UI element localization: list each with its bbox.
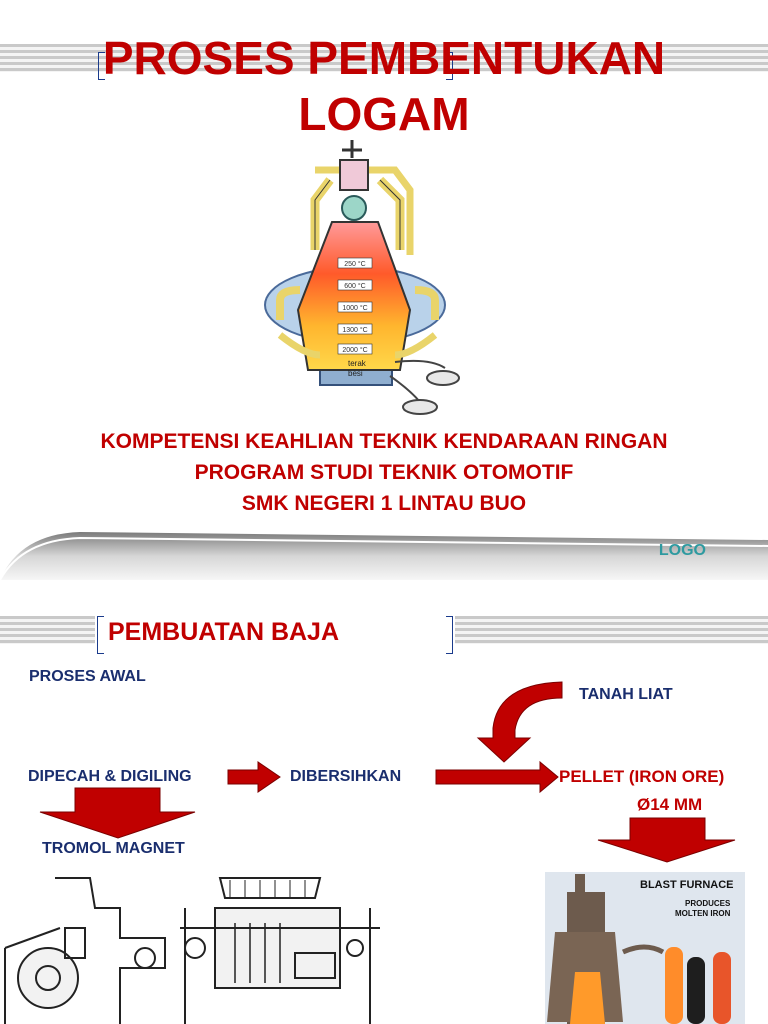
arrow-down-left <box>40 788 195 838</box>
blast-furnace-image <box>545 872 745 1024</box>
arrow-down-right <box>598 818 735 862</box>
produces-label-1: PRODUCES <box>685 899 731 908</box>
arrow-curve-tanah-liat <box>478 682 562 762</box>
subtitle-line-2: PROGRAM STUDI TEKNIK OTOMOTIF <box>194 461 574 484</box>
furnace-temp-4: 1300 °C <box>342 327 368 334</box>
arrow-right-1 <box>228 762 280 792</box>
label-tanah-liat: TANAH LIAT <box>579 686 673 703</box>
furnace-temp-2: 600 °C <box>344 283 366 290</box>
furnace-besi-label: besi <box>348 369 363 378</box>
page-title <box>0 30 768 142</box>
label-dipecah: DIPECAH & DIGILING <box>28 768 192 785</box>
furnace-terak-label: terak <box>348 359 366 368</box>
footer-swoosh <box>0 520 768 580</box>
label-proses-awal: PROSES AWAL <box>29 668 146 685</box>
page-title-line1: PROSES PEMBENTUKAN <box>102 32 666 84</box>
furnace-temp-3: 1000 °C <box>342 305 368 312</box>
furnace-temp-5: 2000 °C <box>342 347 368 354</box>
slide2-title: PEMBUATAN BAJA <box>108 618 340 646</box>
page-title-line2: LOGAM <box>298 88 470 140</box>
logo-text: LOGO <box>658 542 706 559</box>
label-tromol-magnet: TROMOL MAGNET <box>42 840 185 857</box>
furnace-temp-1: 250 °C <box>344 261 366 268</box>
crusher-machines-illustration <box>0 868 400 1024</box>
slide-pembuatan-baja <box>0 590 768 1024</box>
blast-furnace-illustration <box>260 140 470 420</box>
label-pellet: PELLET (IRON ORE) <box>559 767 725 786</box>
label-dibersihkan: DIBERSIHKAN <box>290 768 402 785</box>
subtitle-line-1: KOMPETENSI KEAHLIAN TEKNIK KENDARAAN RINGAN <box>100 430 668 453</box>
produces-label-2: MOLTEN IRON <box>675 909 731 918</box>
subtitle-line-3: SMK NEGERI 1 LINTAU BUO <box>241 492 527 515</box>
arrow-right-2 <box>436 762 558 792</box>
label-diameter: Ø14 MM <box>637 795 703 814</box>
blast-furnace-label: BLAST FURNACE <box>640 879 734 891</box>
